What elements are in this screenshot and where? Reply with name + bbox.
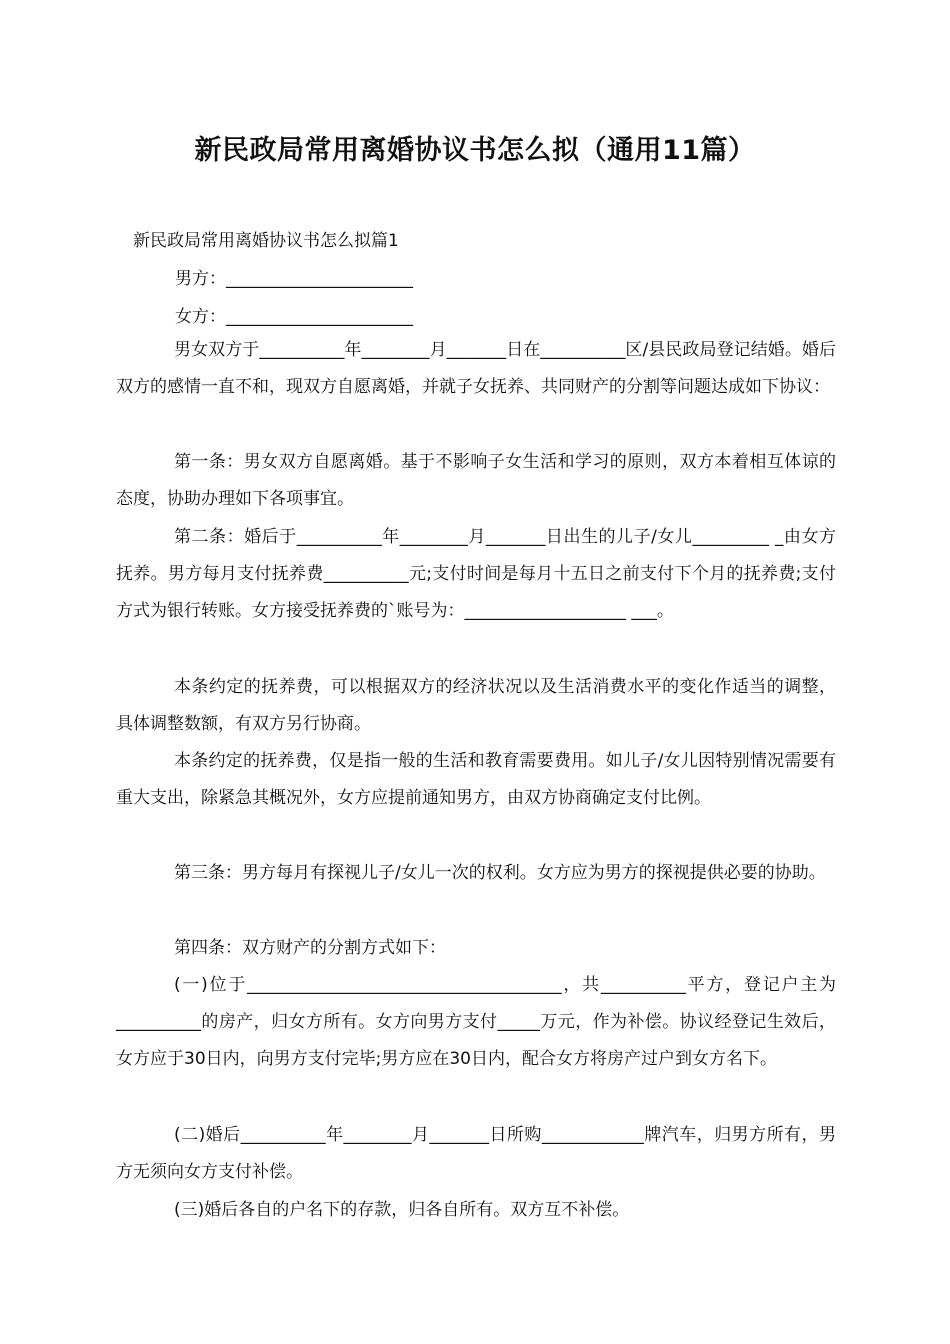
article-1: 第一条：男女双方自愿离婚。基于不影响子女生活和学习的原则，双方本着相互体谅的态度，协助办理如下各项事宜。 [116, 452, 836, 509]
intro-paragraph: 男女双方于__________年________月_______日在__________区/县民政局登记结婚。婚后双方的感情一直不和，现双方自愿离婚，并就子女抚养、共同财产的分割等问题达成如下协议： [116, 340, 836, 397]
article-2: 第二条：婚后于__________年________月_______日出生的儿子/女儿_________ _由女方抚养。男方每月支付抚养费__________元;支付时间是每月十五日之前支付下个月的抚养费;支付方式为银行转账。女方接受抚养费的`账号为：___________________ ___。 [116, 527, 836, 621]
article-2-note-2: 本条约定的抚养费，仅是指一般的生活和教育需要费用。如儿子/女儿因特别情况需要有重大支出，除紧急其概况外，女方应提前通知男方，由双方协商确定支付比例。 [116, 751, 836, 808]
male-party-line: 男方：______________________ [175, 269, 413, 289]
article-4-item-1: (一)位于_____________________________________，共__________平方，登记户主为__________的房产，归女方所有。女方向男方支付_____万元，作为补偿。协议经登记生效后，女方应于30日内，向男方支付完毕;男方应在30日内，配合女方将房产过户到女方名下。 [116, 975, 836, 1069]
female-party-line: 女方：______________________ [175, 307, 413, 327]
article-3: 第三条：男方每月有探视儿子/女儿一次的权利。女方应为男方的探视提供必要的协助。 [174, 863, 826, 883]
article-2-note-1: 本条约定的抚养费，可以根据双方的经济状况以及生活消费水平的变化作适当的调整，具体调整数额，有双方另行协商。 [116, 677, 836, 734]
article-4: 第四条：双方财产的分割方式如下： [174, 938, 446, 958]
section-heading: 新民政局常用离婚协议书怎么拟篇1 [133, 231, 399, 251]
article-4-item-2: (二)婚后__________年________月_______日所购____________牌汽车，归男方所有，男方无须向女方支付补偿。 [116, 1125, 836, 1182]
document-title: 新民政局常用离婚协议书怎么拟（通用11篇） [194, 135, 756, 166]
article-4-item-3: (三)婚后各自的户名下的存款，归各自所有。双方互不补偿。 [174, 1200, 630, 1220]
